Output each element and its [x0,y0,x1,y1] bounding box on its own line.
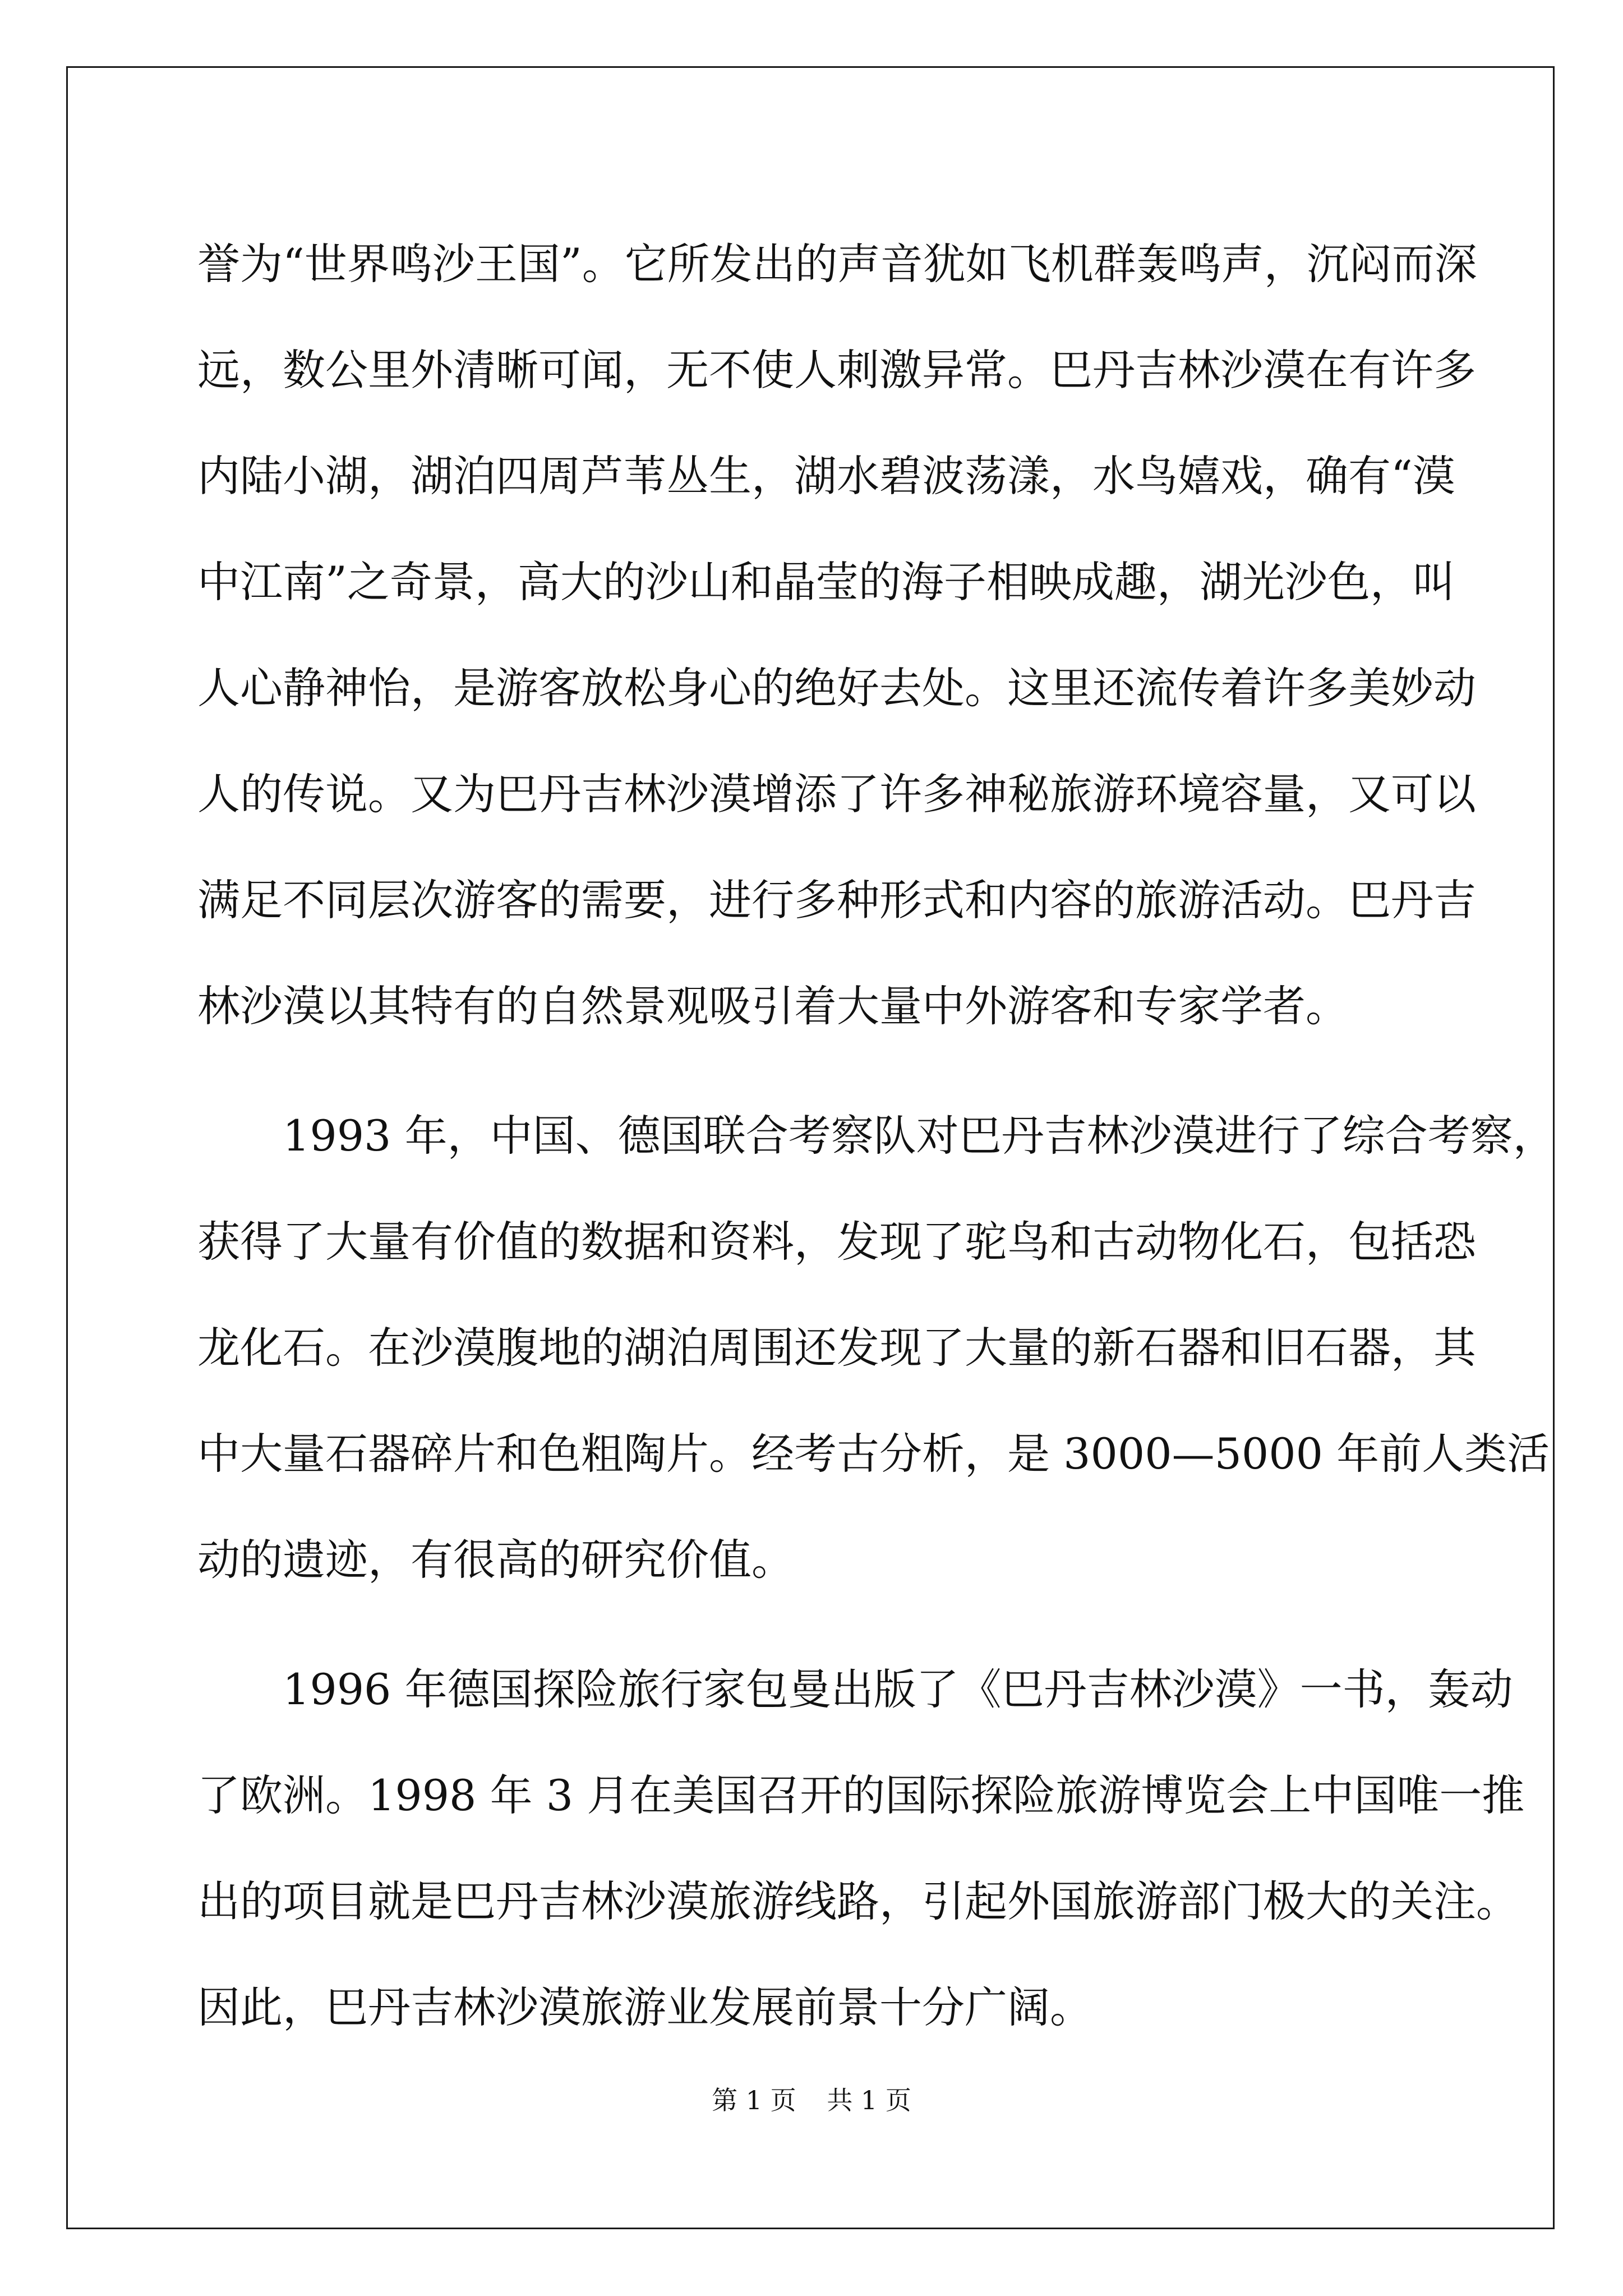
page-footer [0,2080,1623,2117]
text-line: 动的遗迹，有很高的研究价值。 [197,1535,794,1585]
text-line: 誉为“世界鸣沙王国”。它所发出的声音犹如飞机群轰鸣声，沉闷而深 [197,239,1477,289]
text-line: 获得了大量有价值的数据和资料，发现了驼鸟和古动物化石，包括恐 [197,1217,1476,1267]
page-number: 第 1 页 [712,2085,796,2115]
text-line: 龙化石。在沙漠腹地的湖泊周围还发现了大量的新石器和旧石器，其 [197,1323,1476,1373]
text-line: 因此，巴丹吉林沙漠旅游业发展前景十分广阔。 [197,1982,1092,2032]
page-total: 共 1 页 [827,2085,911,2115]
document-body [197,211,1556,2060]
text-line: 1993 年，中国、德国联合考察队对巴丹吉林沙漠进行了综合考察， [197,1111,1556,1161]
text-line: 内陆小湖，湖泊四周芦苇丛生，湖水碧波荡漾，水鸟嬉戏，确有“漠 [197,451,1455,501]
text-line: 远，数公里外清晰可闻，无不使人刺激异常。巴丹吉林沙漠在有许多 [197,345,1476,395]
text-line: 中大量石器碎片和色粗陶片。经考古分析，是 3000—5000 年前人类活 [197,1429,1550,1479]
text-line: 林沙漠以其特有的自然景观吸引着大量中外游客和专家学者。 [197,981,1348,1031]
text-line: 出的项目就是巴丹吉林沙漠旅游线路，引起外国旅游部门极大的关注。 [197,1876,1519,1926]
text-line: 人的传说。又为巴丹吉林沙漠增添了许多神秘旅游环境容量，又可以 [197,769,1476,819]
text-line: 中江南”之奇景，高大的沙山和晶莹的海子相映成趣，湖光沙色，叫 [197,557,1455,607]
text-line: 了欧洲。1998 年 3 月在美国召开的国际探险旅游博览会上中国唯一推 [197,1770,1525,1820]
paragraph-1 [197,211,1477,1059]
text-line: 满足不同层次游客的需要，进行多种形式和内容的旅游活动。巴丹吉 [197,875,1476,925]
paragraph-spacer [197,1613,1448,1636]
paragraph-3 [197,1636,1525,2060]
text-line: 1996 年德国探险旅行家包曼出版了《巴丹吉林沙漠》一书，轰动 [197,1664,1513,1714]
paragraph-2 [197,1083,1556,1613]
text-line: 人心静神怡，是游客放松身心的绝好去处。这里还流传着许多美妙动 [197,663,1476,713]
paragraph-spacer [197,1059,1448,1083]
